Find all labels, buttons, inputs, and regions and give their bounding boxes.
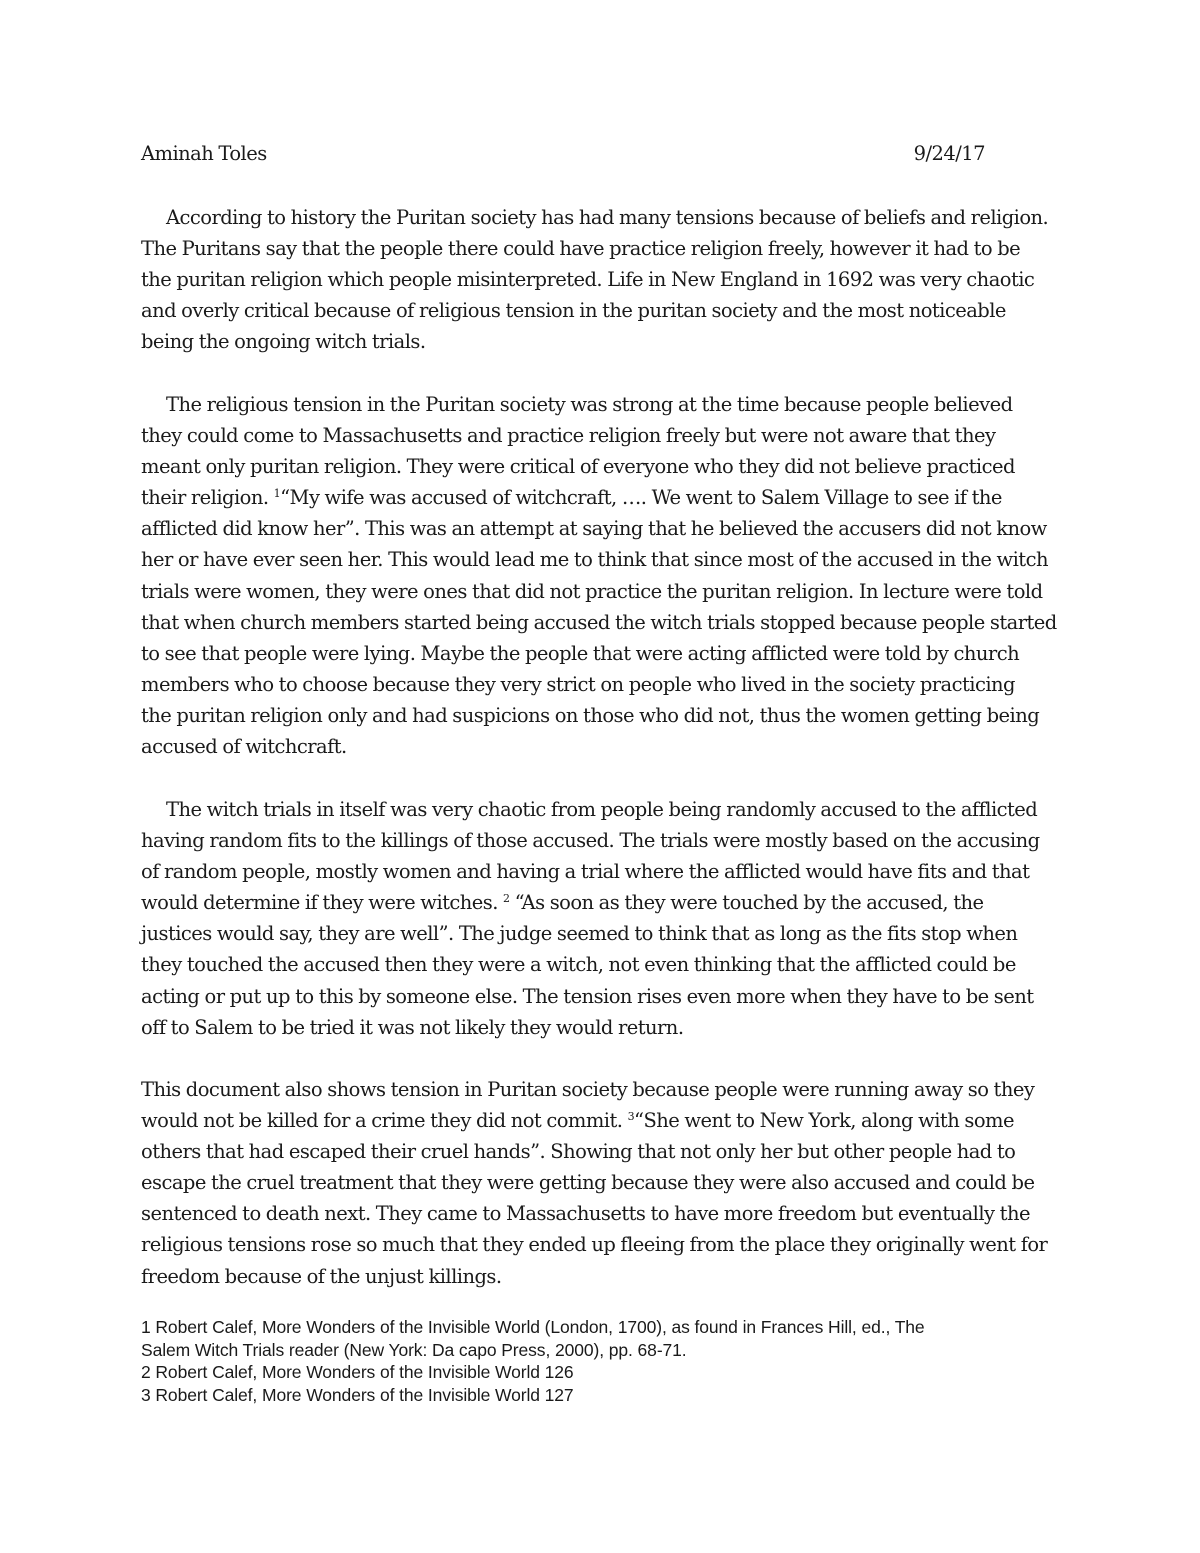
- paragraph-line-with-footnote: [141, 887, 1071, 918]
- paragraph-line: acting or put up to this by someone else. The tension rises even more when they have to be sent: [141, 984, 1034, 1008]
- paragraph-line: being the ongoing witch trials.: [141, 330, 426, 354]
- paragraph-line: escape the cruel treatment that they were getting because they were also accused and could be: [141, 1171, 1035, 1195]
- line-text: “She went to New York, along with some: [634, 1109, 1014, 1133]
- paragraph-line: others that had escaped their cruel hands”. Showing that not only her but other people had to: [141, 1140, 1016, 1164]
- document-date: 9/24/17: [913, 142, 985, 165]
- author-name: Aminah Toles: [141, 142, 267, 165]
- line-text: “My wife was accused of witchcraft, …. We went to Salem Village to see if the: [280, 486, 1002, 510]
- paragraph-line: meant only puritan religion. They were critical of everyone who they did not believe practiced: [141, 455, 1015, 479]
- paragraph-line: The religious tension in the Puritan society was strong at the time because people believed: [166, 393, 1013, 416]
- paragraph-line-with-footnote: [141, 1105, 1071, 1136]
- paragraph-line-with-footnote: [141, 482, 1071, 513]
- paragraph-3: [141, 794, 1071, 1043]
- paragraph-line: religious tensions rose so much that they ended up fleeing from the place they originally went for: [141, 1233, 1048, 1257]
- line-text: would not be killed for a crime they did not commit.: [141, 1109, 628, 1133]
- paragraph-line: sentenced to death next. They came to Massachusetts to have more freedom but eventually the: [141, 1202, 1030, 1226]
- line-text: their religion.: [141, 486, 274, 510]
- paragraph-line: they could come to Massachusetts and practice religion freely but were not aware that they: [141, 424, 996, 448]
- paragraph-line: afflicted did know her”. This was an attempt at saying that he believed the accusers did not know: [141, 517, 1047, 541]
- paragraph-line: that when church members started being accused the witch trials stopped because people started: [141, 610, 1057, 634]
- paragraph-2: [141, 389, 1071, 762]
- paragraph-line: and overly critical because of religious tension in the puritan society and the most noticeable: [141, 299, 1006, 323]
- footnote-line: 1 Robert Calef, More Wonders of the Invisible World (London, 1700), as found in Frances Hill, ed., The: [141, 1317, 925, 1337]
- paragraph-line: of random people, mostly women and having a trial where the afflicted would have fits and that: [141, 860, 1030, 884]
- paragraph-line: having random fits to the killings of those accused. The trials were mostly based on the accusing: [141, 829, 1040, 853]
- paragraph-line: freedom because of the unjust killings.: [141, 1264, 502, 1288]
- paragraph-line: her or have ever seen her. This would lead me to think that since most of the accused in the witch: [141, 548, 1048, 572]
- paragraph-line: justices would say, they are well”. The judge seemed to think that as long as the fits stop when: [141, 922, 1018, 946]
- footnote-marker-3: 3: [627, 1110, 635, 1124]
- paragraph-4: [141, 1074, 1071, 1292]
- footnote-marker-1: 1: [273, 487, 281, 501]
- line-text: would determine if they were witches.: [141, 891, 504, 915]
- paragraph-1: [141, 202, 1071, 357]
- paragraph-line: they touched the accused then they were a witch, not even thinking that the afflicted could be: [141, 953, 1016, 977]
- paragraph-line: accused of witchcraft.: [141, 735, 347, 759]
- paragraph-line: the puritan religion only and had suspicions on those who did not, thus the women getting being: [141, 703, 1040, 727]
- paragraph-line: off to Salem to be tried it was not likely they would return.: [141, 1015, 684, 1039]
- paragraph-line: members who to choose because they very strict on people who lived in the society practicing: [141, 672, 1015, 696]
- footnote-line: 2 Robert Calef, More Wonders of the Invisible World 126: [141, 1362, 574, 1382]
- paragraph-line: to see that people were lying. Maybe the people that were acting afflicted were told by church: [141, 641, 1020, 665]
- paragraph-line: The witch trials in itself was very chaotic from people being randomly accused to the afflicted: [166, 798, 1038, 821]
- paragraph-line: the puritan religion which people misinterpreted. Life in New England in 1692 was very chaotic: [141, 268, 1035, 292]
- footnote-line: Salem Witch Trials reader (New York: Da capo Press, 2000), pp. 68-71.: [141, 1339, 687, 1360]
- paragraph-line: According to history the Puritan society has had many tensions because of beliefs and religion.: [166, 206, 1049, 229]
- line-text: “As soon as they were touched by the accused, the: [509, 891, 984, 915]
- footnote-marker-2: 2: [503, 892, 510, 906]
- footnotes: [141, 1316, 1071, 1406]
- footnote-line: 3 Robert Calef, More Wonders of the Invisible World 127: [141, 1384, 574, 1405]
- paragraph-line: This document also shows tension in Puritan society because people were running away so they: [141, 1078, 1035, 1101]
- document-header: [141, 142, 985, 172]
- paragraph-line: trials were women, they were ones that did not practice the puritan religion. In lecture were told: [141, 579, 1043, 603]
- paragraph-line: The Puritans say that the people there could have practice religion freely, however it had to be: [141, 237, 1021, 261]
